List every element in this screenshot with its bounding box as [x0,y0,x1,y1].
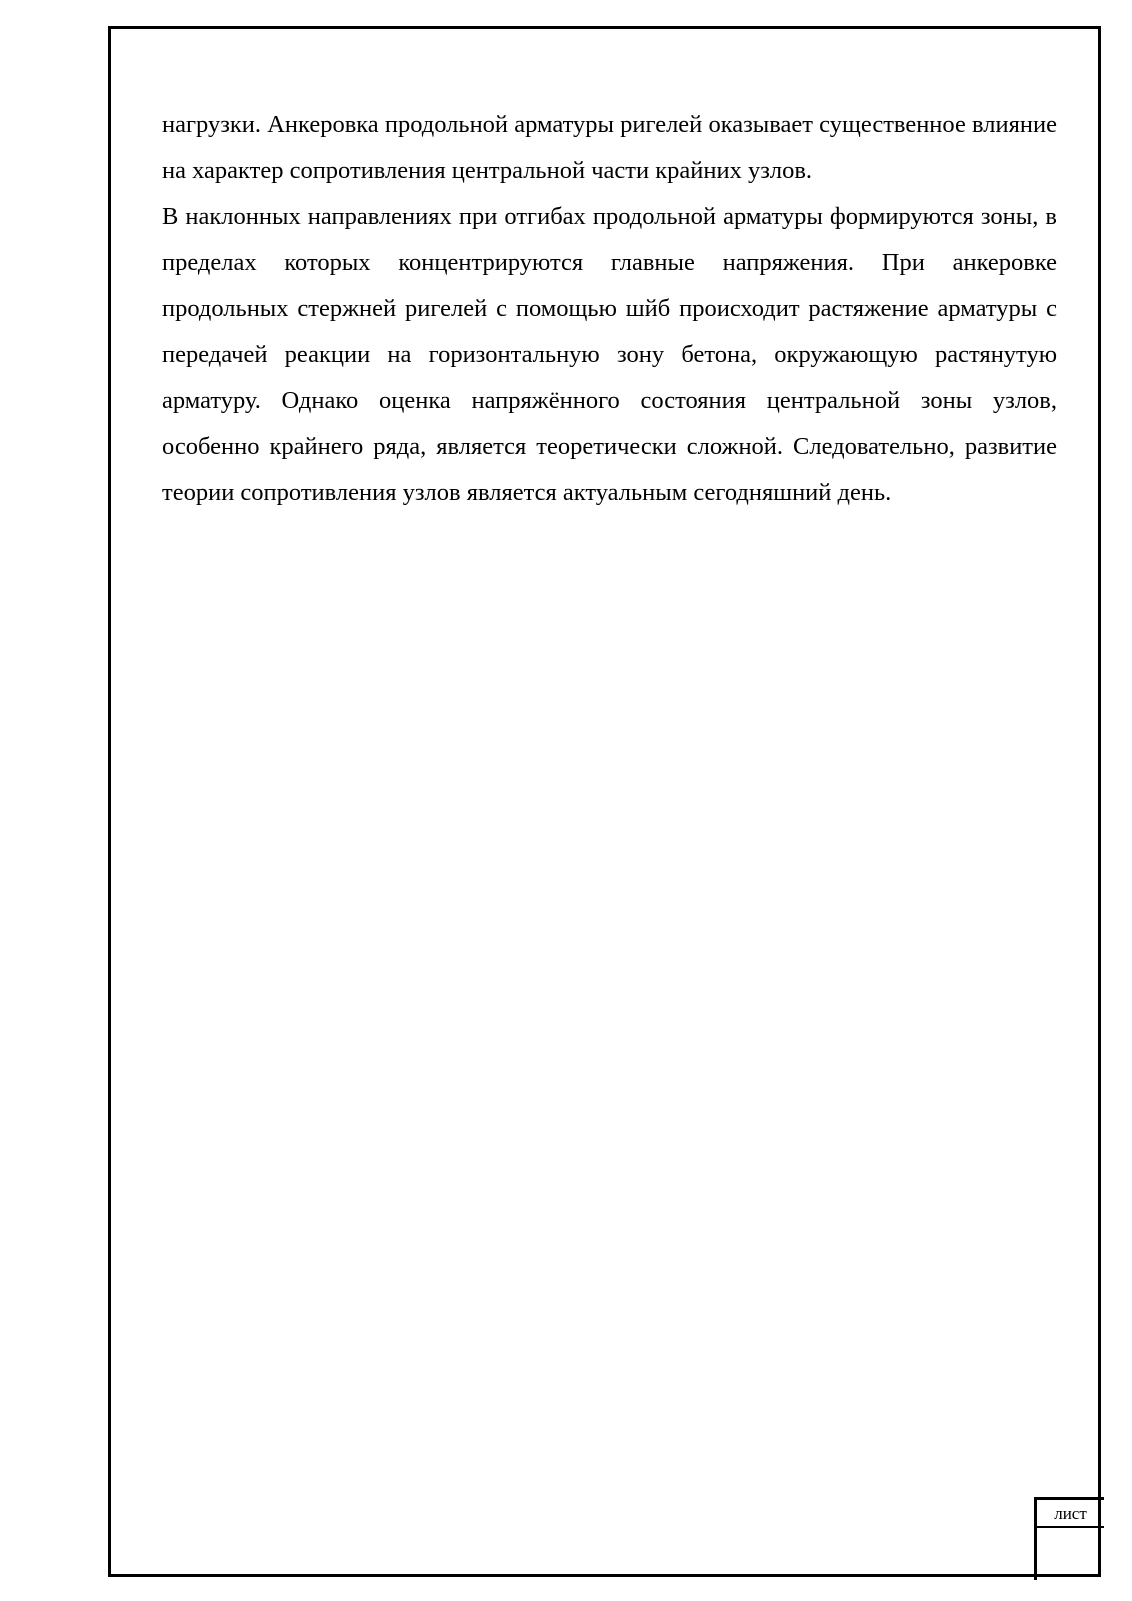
paragraph-1: нагрузки. Анкеровка продольной арматуры ригелей оказывает существенное влияние на характер сопротивления центральной части крайних узлов. [162,111,1057,184]
sheet-stamp [1034,1497,1104,1580]
sheet-number [1037,1528,1104,1578]
paragraph-2: В наклонных направлениях при отгибах продольной арматуры формируются зоны, в пределах которых концентрируются главные напряжения. При анкеровке продольных стержней ригелей с помощью шйб происходит растяжение арматуры с передачей реакции на горизонтальную зону бетона, окружающую растянутую арматуру. Однако оценка напряжённого состояния центральной зоны узлов, особенно крайнего ряда, является теоретически сложной. Следовательно, развитие теории сопротивления узлов является актуальным сегодняшний день. [162,203,1057,506]
document-body [162,102,1057,516]
sheet-label: лист [1037,1500,1104,1528]
